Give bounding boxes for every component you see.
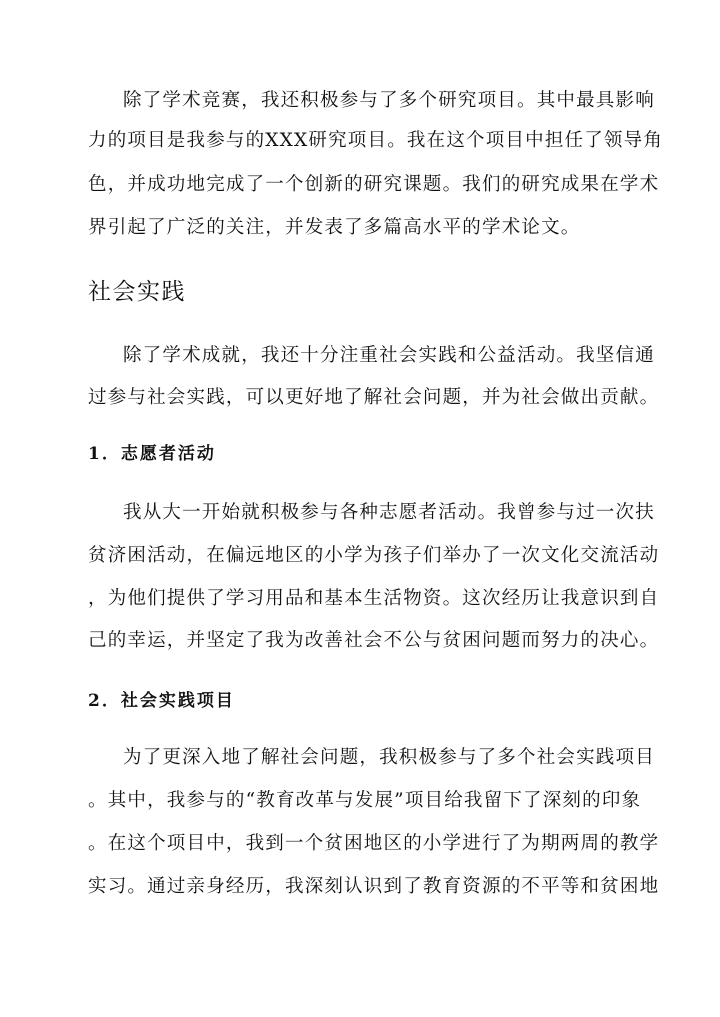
paragraph-line: 实习。通过亲身经历，我深刻认识到了教育资源的不平等和贫困地	[88, 876, 660, 897]
section-heading-social-practice: 社会实践	[88, 279, 186, 305]
subheading-social-practice-projects: 2．社会实践项目	[88, 691, 235, 711]
paragraph-line: 己的幸运，并坚定了我为改善社会不公与贫困问题而努力的决心。	[88, 630, 660, 651]
paragraph-line: 为了更深入地了解社会问题，我积极参与了多个社会实践项目	[123, 747, 655, 768]
paragraph-line: 除了学术成就，我还十分注重社会实践和公益活动。我坚信通	[123, 345, 655, 366]
paragraph-line: 。其中，我参与的“教育改革与发展”项目给我留下了深刻的印象	[88, 790, 642, 811]
paragraph-line: 除了学术竞赛，我还积极参与了多个研究项目。其中最具影响	[123, 90, 655, 111]
paragraph-line: 。在这个项目中，我到一个贫困地区的小学进行了为期两周的教学	[88, 833, 660, 854]
paragraph-line: 力的项目是我参与的XXX研究项目。我在这个项目中担任了领导角	[88, 130, 664, 151]
paragraph-line: 色，并成功地完成了一个创新的研究课题。我们的研究成果在学术	[88, 174, 660, 195]
paragraph-line: ，为他们提供了学习用品和基本生活物资。这次经历让我意识到自	[88, 588, 660, 609]
paragraph-line: 界引起了广泛的关注，并发表了多篇高水平的学术论文。	[88, 217, 581, 238]
paragraph-line: 贫济困活动，在偏远地区的小学为孩子们举办了一次文化交流活动	[88, 545, 660, 566]
paragraph-line: 我从大一开始就积极参与各种志愿者活动。我曾参与过一次扶	[123, 502, 655, 523]
subheading-volunteer-activities: 1．志愿者活动	[88, 444, 216, 464]
paragraph-line: 过参与社会实践，可以更好地了解社会问题，并为社会做出贡献。	[88, 387, 660, 408]
